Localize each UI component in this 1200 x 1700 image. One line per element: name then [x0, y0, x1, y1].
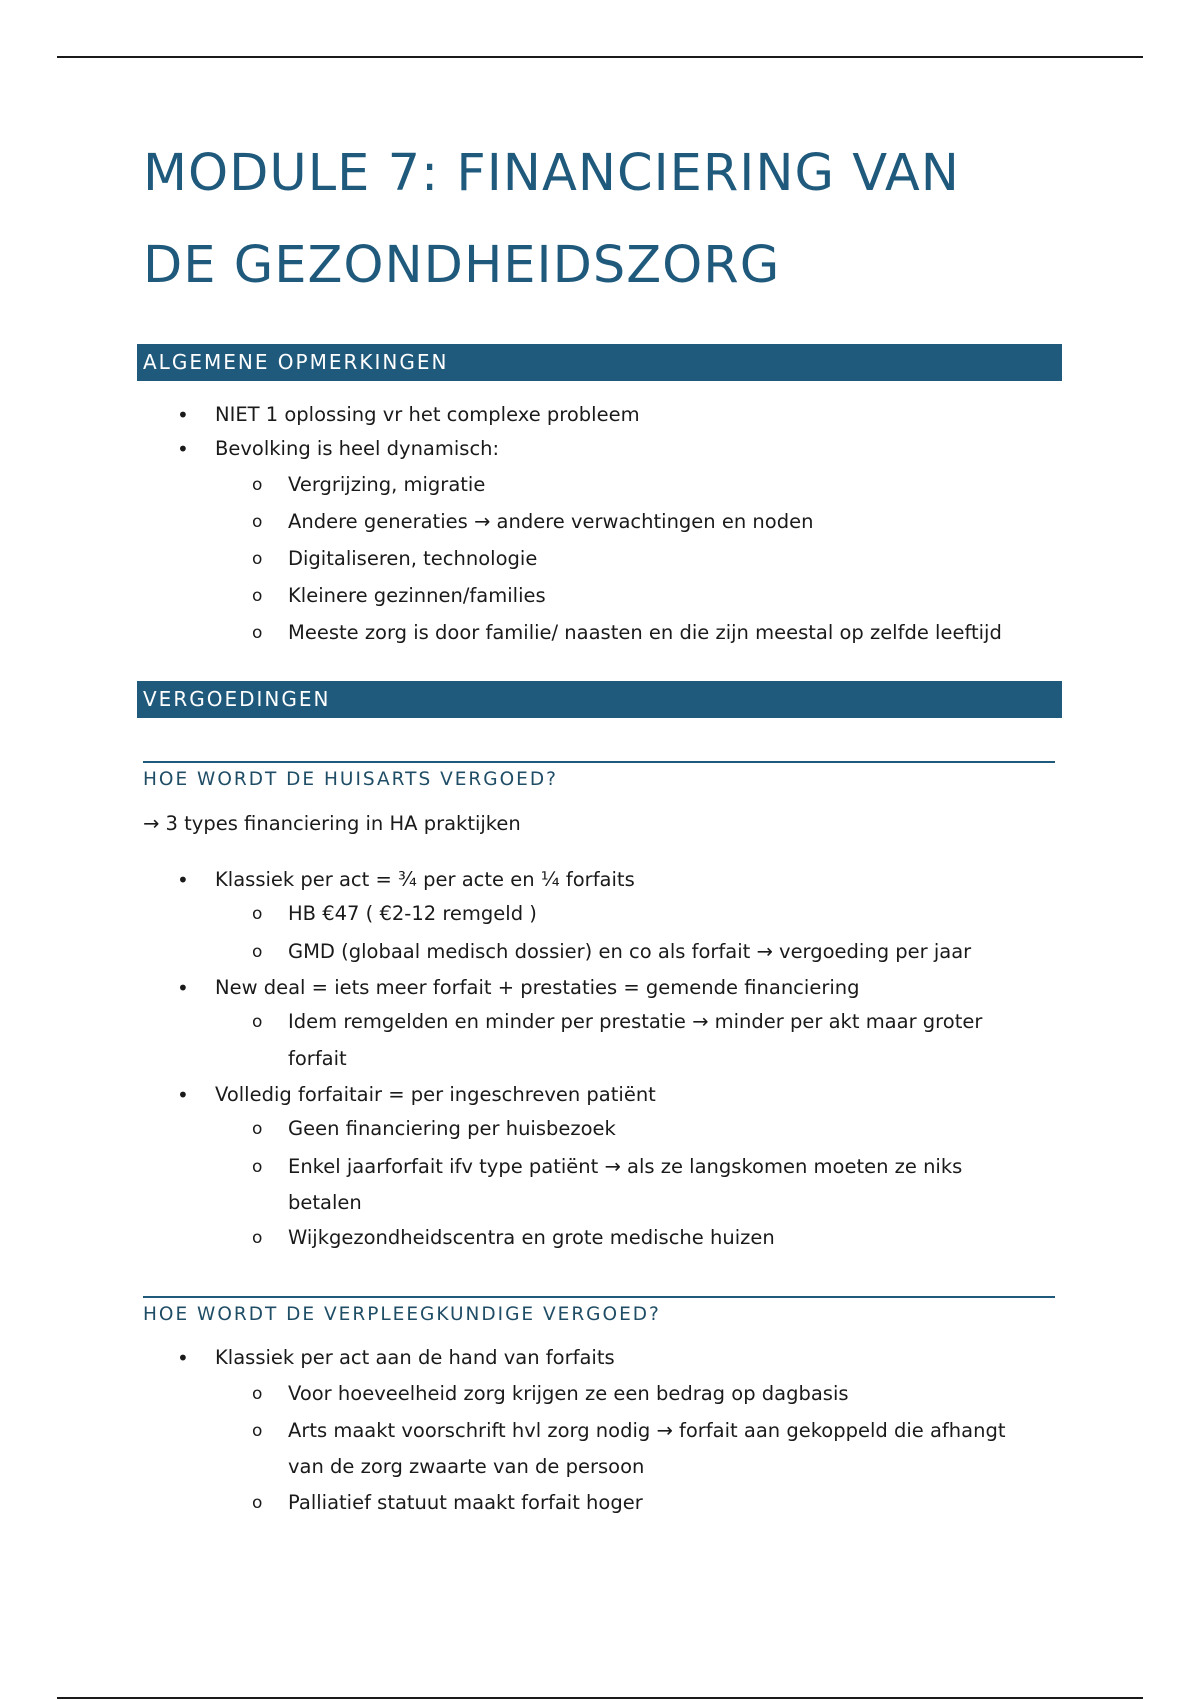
sub-list-item: o Vergrijzing, migratie	[0, 473, 1058, 510]
page-top-rule	[57, 56, 1143, 58]
sub-list-item: o Digitaliseren, technologie	[0, 547, 1058, 584]
huisarts-intro: → 3 types financiering in HA praktijken	[143, 812, 521, 835]
verpleeg-list	[0, 1346, 1200, 1527]
sub-list-item: o GMD (globaal medisch dossier) en co als forfait → vergoeding per jaar	[0, 940, 1058, 976]
sub-list-item-continuation: betalen	[288, 1191, 362, 1214]
sub-list-item: o Meeste zorg is door familie/ naasten en die zijn meestal op zelfde leeftijd	[0, 621, 1058, 658]
section-heading-vergoedingen: VERGOEDINGEN	[137, 681, 1062, 718]
sub-list-item: o Kleinere gezinnen/families	[0, 584, 1058, 621]
section-heading-algemene: ALGEMENE OPMERKINGEN	[137, 344, 1062, 381]
sub-list-item: o Enkel jaarforfait ifv type patiënt → als ze langskomen moeten ze niks	[0, 1155, 1058, 1191]
list-item: • NIET 1 oplossing vr het complexe probleem	[0, 403, 1200, 437]
subheading-verpleegkundige: HOE WORDT DE VERPLEEGKUNDIGE VERGOED?	[143, 1296, 1055, 1326]
document-title	[143, 128, 1093, 312]
sub-list-item: o Arts maakt voorschrift hvl zorg nodig → forfait aan gekoppeld die afhangt	[0, 1419, 1058, 1455]
subheading-huisarts: HOE WORDT DE HUISARTS VERGOED?	[143, 761, 1055, 791]
sub-list-item: o Wijkgezondheidscentra en grote medische huizen	[0, 1226, 1058, 1262]
list-item: • New deal = iets meer forfait + prestaties = gemende financiering	[0, 976, 1200, 1010]
sub-list-item: o HB €47 ( €2-12 remgeld )	[0, 902, 1058, 940]
algemene-list	[0, 403, 1200, 658]
sub-list-item-continuation: van de zorg zwaarte van de persoon	[288, 1455, 645, 1478]
title-line-2: DE GEZONDHEIDSZORG	[143, 236, 781, 295]
huisarts-list	[0, 868, 1200, 1262]
sub-list-item: o Geen financiering per huisbezoek	[0, 1117, 1058, 1155]
sub-list-item: o Voor hoeveelheid zorg krijgen ze een bedrag op dagbasis	[0, 1382, 1058, 1419]
sub-list-item-continuation: forfait	[288, 1047, 347, 1070]
sub-list-item: o Palliatief statuut maakt forfait hoger	[0, 1491, 1058, 1527]
sub-list-item: o Idem remgelden en minder per prestatie → minder per akt maar groter	[0, 1010, 1058, 1047]
list-item: • Bevolking is heel dynamisch:	[0, 437, 1200, 473]
sub-list-item: o Andere generaties → andere verwachtingen en noden	[0, 510, 1058, 547]
page-bottom-rule	[57, 1697, 1143, 1699]
title-line-1: MODULE 7: FINANCIERING VAN	[143, 144, 960, 203]
list-item: • Volledig forfaitair = per ingeschreven patiënt	[0, 1083, 1200, 1117]
list-item: • Klassiek per act aan de hand van forfaits	[0, 1346, 1200, 1382]
list-item: • Klassiek per act = ¾ per acte en ¼ forfaits	[0, 868, 1200, 902]
